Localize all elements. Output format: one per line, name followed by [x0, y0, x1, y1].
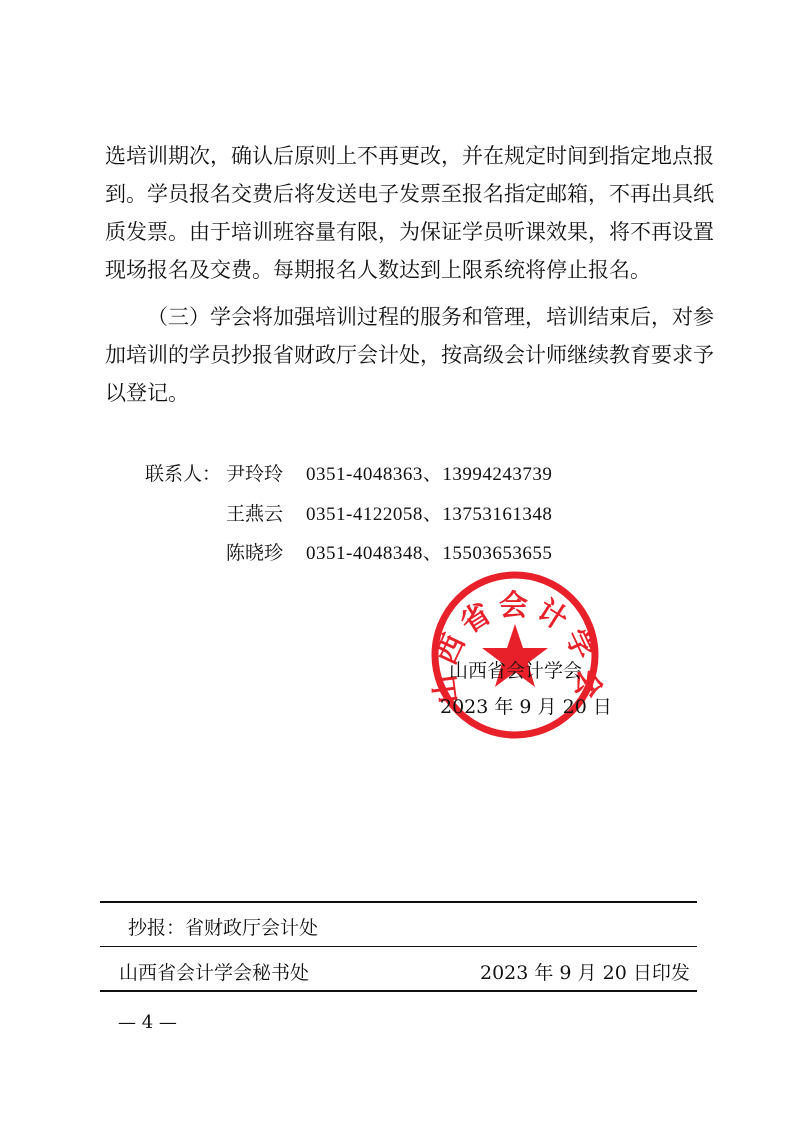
paragraph-service-management [105, 298, 714, 412]
footer-cc: 抄报：省财政厅会计处 [128, 917, 319, 939]
signature-organization: 山西省会计学会 [449, 660, 583, 682]
contact-label: 联系人： [145, 463, 222, 485]
contact-phones: 0351-4048348、15503653655 [306, 543, 553, 564]
contact-phones: 0351-4122058、13753161348 [306, 504, 553, 525]
paragraph-line: 现场报名及交费。每期报名人数达到上限系统将停止报名。 [105, 258, 651, 282]
contact-name: 尹玲玲 [226, 463, 284, 485]
paragraph-line: 选培训期次，确认后原则上不再更改，并在规定时间到指定地点报 [105, 144, 714, 168]
paragraph-line: 加培训的学员抄报省财政厅会计处，按高级会计师继续教育要求予 [105, 343, 714, 367]
footer-top-rule [100, 901, 697, 903]
footer-issuer: 山西省会计学会秘书处 [119, 962, 310, 984]
footer-print-date: 2023 年 9 月 20 日印发 [480, 962, 690, 984]
paragraph-line: 到。学员报名交费后将发送电子发票至报名指定邮箱，不再出具纸 [105, 182, 714, 206]
footer-bottom-rule [100, 990, 697, 992]
seal-text: 山西省会计学会 [426, 588, 607, 706]
contact-name: 王燕云 [226, 503, 284, 525]
contact-phones: 0351-4048363、13994243739 [306, 464, 553, 485]
footer-middle-rule [100, 946, 697, 947]
paragraph-line: 以登记。 [105, 381, 189, 405]
paragraph-registration [105, 137, 714, 289]
contact-name: 陈晓珍 [226, 542, 284, 564]
paragraph-line: （三）学会将加强培训过程的服务和管理，培训结束后，对参 [147, 305, 714, 329]
paragraph-line: 质发票。由于培训班容量有限，为保证学员听课效果，将不再设置 [105, 220, 714, 244]
signature-date: 2023 年 9 月 20 日 [440, 696, 612, 718]
page-number: — 4 — [118, 1012, 177, 1033]
